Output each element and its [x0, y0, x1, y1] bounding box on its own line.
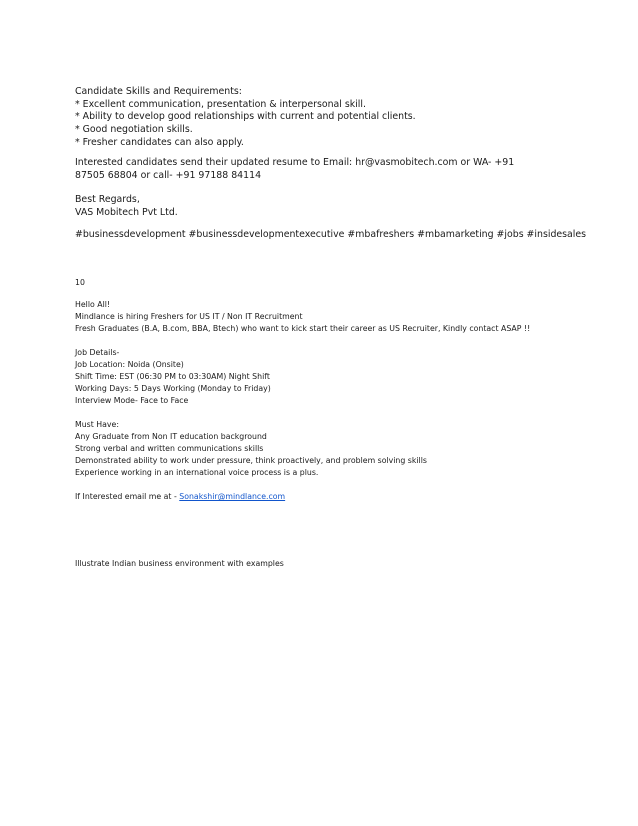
final-section — [75, 558, 615, 570]
job-details-section — [75, 347, 615, 407]
job-detail-item: Shift Time: EST (06:30 PM to 03:30AM) Night Shift — [75, 372, 270, 381]
contact-section — [75, 157, 615, 182]
email-prefix: If Interested email me at - — [75, 492, 180, 501]
page-number-section — [75, 277, 615, 289]
email-section — [75, 491, 615, 503]
job-details-heading: Job Details- — [75, 348, 120, 357]
post2-line: Mindlance is hiring Freshers for US IT / Non IT Recruitment — [75, 312, 303, 321]
email-line — [75, 491, 615, 503]
hashtags-section — [75, 229, 615, 242]
requirements-section — [75, 86, 615, 150]
must-have-item: Experience working in an international voice process is a plus. — [75, 468, 319, 477]
post2-intro — [75, 299, 615, 335]
must-have-heading: Must Have: — [75, 420, 119, 429]
job-detail-item: Interview Mode- Face to Face — [75, 396, 189, 405]
requirement-item: * Ability to develop good relationships with current and potential clients. — [75, 111, 416, 123]
regards-line: Best Regards, — [75, 194, 140, 205]
job-detail-item: Job Location: Noida (Onsite) — [75, 360, 184, 369]
email-link[interactable]: Sonakshir@mindlance.com — [179, 492, 286, 501]
requirement-item: * Fresher candidates can also apply. — [75, 136, 244, 148]
company-name: VAS Mobitech Pvt Ltd. — [75, 206, 178, 218]
final-line: Illustrate Indian business environment with examples — [75, 559, 284, 568]
must-have-section — [75, 419, 615, 479]
post2-line: Fresh Graduates (B.A, B.com, BBA, Btech) who want to kick start their career as US Recruiter, Kindly contact ASAP !! — [75, 324, 531, 333]
must-have-item: Demonstrated ability to work under pressure, think proactively, and problem solving skills — [75, 456, 427, 465]
hashtags: #businessdevelopment #businessdevelopmentexecutive #mbafreshers #mbamarketing #jobs #insidesales — [75, 229, 587, 240]
contact-line: Interested candidates send their updated resume to Email: hr@vasmobitech.com or WA- +91 87505 68804 or call- +91 97188 84114 — [75, 157, 515, 181]
page-number: 10 — [75, 278, 85, 287]
regards-section — [75, 194, 615, 219]
must-have-item: Any Graduate from Non IT education background — [75, 432, 267, 441]
requirement-item: * Excellent communication, presentation & interpersonal skill. — [75, 98, 366, 110]
must-have-item: Strong verbal and written communications skills — [75, 444, 264, 453]
requirement-item: * Good negotiation skills. — [75, 124, 193, 136]
job-detail-item: Working Days: 5 Days Working (Monday to Friday) — [75, 384, 271, 393]
requirements-heading: Candidate Skills and Requirements: — [75, 86, 242, 97]
post2-greeting: Hello All! — [75, 300, 111, 309]
